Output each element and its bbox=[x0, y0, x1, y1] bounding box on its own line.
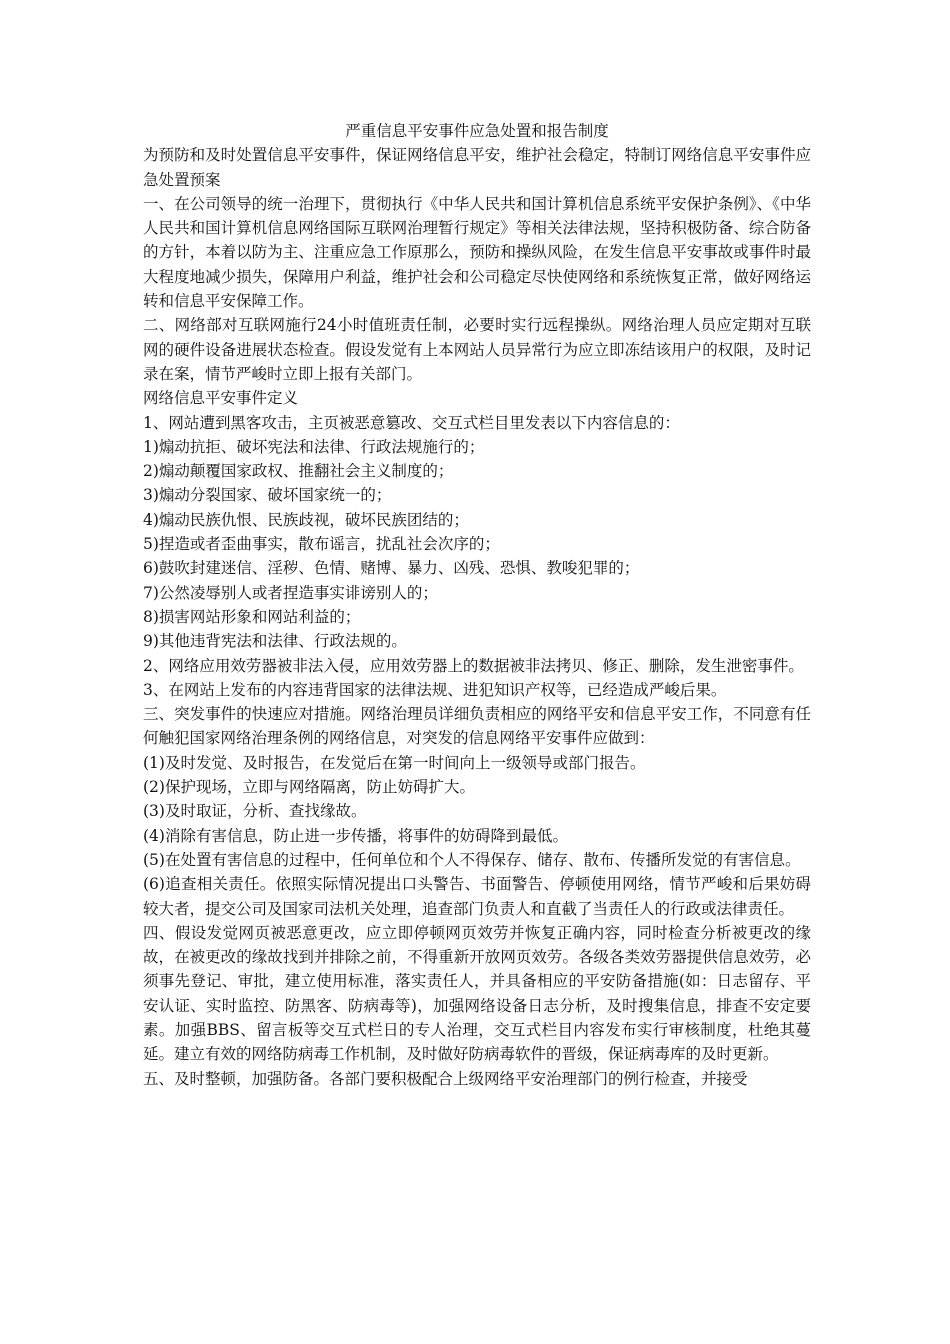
list-item: 4)煽动民族仇恨、民族歧视，破坏民族团结的； bbox=[143, 510, 469, 529]
list-item: (5)在处置有害信息的过程中，任何单位和个人不得保存、储存、散布、传播所发觉的有害信息。 bbox=[143, 850, 801, 869]
list-item: 5)捏造或者歪曲事实，散布谣言，扰乱社会次序的； bbox=[143, 535, 500, 554]
list-item: 8)损害网站形象和网站利益的； bbox=[143, 607, 361, 626]
paragraph: 3、在网站上发布的内容违背国家的法律法规、进犯知识产权等，已经造成严峻后果。 bbox=[143, 680, 727, 699]
list-item: 1)煽动抗拒、破坏宪法和法律、行政法规施行的； bbox=[143, 437, 485, 456]
list-item: 7)公然凌辱别人或者捏造事实诽谤别人的； bbox=[143, 583, 438, 602]
list-item: 9)其他违背宪法和法律、行政法规的。 bbox=[143, 632, 407, 651]
list-item: (6)追查相关责任。依照实际情况提出口头警告、书面警告、停顿使用网络，情节严峻和后果妨碍较大者，提交公司及国家司法机关处理，追查部门负责人和直截了当责任人的行政或法律责任。 bbox=[143, 875, 811, 918]
paragraph: 一、在公司领导的统一治理下，贯彻执行《中华人民共和国计算机信息系统平安保护条例》、《中华人民共和国计算机信息网络国际互联网治理暂行规定》等相关法律法规，坚持积极防备、综合防备的方针，本着以防为主、注重应急工作原那么，预防和操纵风险，在发生信息平安事故或事件时最大程度地减少损失，保障用户利益，维护社会和公司稳定尽快使网络和系统恢复正常，做好网络运转和信息平安保障工作。 bbox=[143, 194, 811, 311]
document-body bbox=[143, 119, 811, 1091]
list-item: (4)消除有害信息，防止进一步传播，将事件的妨碍降到最低。 bbox=[143, 826, 568, 845]
list-item: 2)煽动颠覆国家政权、推翻社会主义制度的； bbox=[143, 462, 454, 481]
list-item: 6)鼓吹封建迷信、淫秽、色情、赌博、暴力、凶残、恐惧、教唆犯罪的； bbox=[143, 559, 640, 578]
paragraph: 2、网络应用效劳器被非法入侵，应用效劳器上的数据被非法拷贝、修正、删除，发生泄密事件。 bbox=[143, 656, 804, 675]
paragraph: 二、网络部对互联网施行24小时值班责任制，必要时实行远程操纵。网络治理人员应定期对互联网的硬件设备进展状态检查。假设发觉有上本网站人员异常行为应立即冻结该用户的权限，及时记录在案，情节严峻时立即上报有关部门。 bbox=[143, 316, 811, 383]
list-item: 3)煽动分裂国家、破坏国家统一的； bbox=[143, 486, 392, 505]
paragraph: 1、网站遭到黑客攻击，主页被恶意篡改、交互式栏目里发表以下内容信息的： bbox=[143, 413, 680, 432]
paragraph: 为预防和及时处置信息平安事件，保证网络信息平安，维护社会稳定，特制订网络信息平安事件应急处置预案 bbox=[143, 146, 811, 189]
paragraph: 三、突发事件的快速应对措施。网络治理员详细负责相应的网络平安和信息平安工作，不同意有任何触犯国家网络治理条例的网络信息，对突发的信息网络平安事件应做到： bbox=[143, 705, 811, 748]
section-heading: 网络信息平安事件定义 bbox=[143, 389, 299, 408]
list-item: (1)及时发觉、及时报告，在发觉后在第一时间向上一级领导或部门报告。 bbox=[143, 753, 646, 772]
paragraph: 四、假设发觉网页被恶意更改，应立即停顿网页效劳并恢复正确内容，同时检查分析被更改的缘故，在被更改的缘故找到并排除之前，不得重新开放网页效劳。各级各类效劳器提供信息效劳，必须事先登记、审批，建立使用标准，落实责任人，并具备相应的平安防备措施(如：日志留存、平安认证、实时监控、防黑客、防病毒等)，加强网络设备日志分析，及时搜集信息，排查不安定要素。加强BBS、留言板等交互式栏日的专人治理，交互式栏目内容发布实行审核制度，杜绝其蔓延。建立有效的网络防病毒工作机制，及时做好防病毒软件的晋级，保证病毒库的及时更新。 bbox=[143, 923, 811, 1064]
list-item: (2)保护现场，立即与网络隔离，防止妨碍扩大。 bbox=[143, 778, 475, 797]
paragraph: 五、及时整顿，加强防备。各部门要积极配合上级网络平安治理部门的例行检查，并接受 bbox=[143, 1069, 748, 1088]
document-title: 严重信息平安事件应急处置和报告制度 bbox=[345, 122, 609, 140]
list-item: (3)及时取证，分析、查找缘故。 bbox=[143, 802, 367, 821]
